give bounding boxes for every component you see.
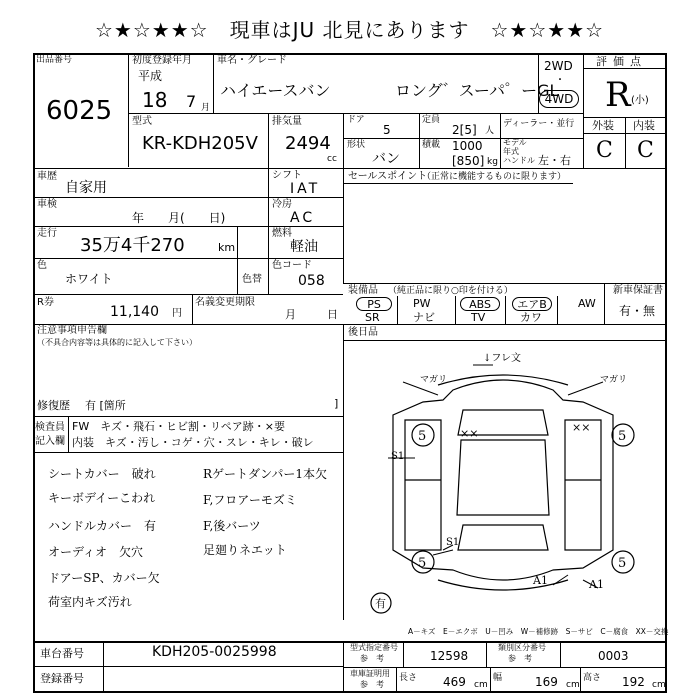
color-value: ホワイト	[65, 272, 113, 286]
color-code: 058	[298, 273, 325, 289]
score-ext: C	[596, 138, 613, 163]
class-value: 0003	[598, 649, 629, 663]
registration-month-unit: 月	[201, 103, 211, 113]
frame-value: KDH205-0025998	[152, 644, 277, 660]
car-name: ハイエースバン	[220, 81, 331, 100]
type-label: 型式指定番号	[350, 643, 398, 652]
usage-value: 自家用	[65, 180, 107, 196]
class-label: 類別区分番号	[498, 643, 546, 652]
displacement-label: 排気量	[272, 116, 302, 127]
sales-point-label: セールスポイント	[348, 171, 428, 182]
sales-point-note: （正常に機能するものに限ります）	[422, 172, 567, 182]
header-banner: ☆★☆★★☆ 現車はJU 北見にあります ☆★☆★★☆	[95, 18, 605, 42]
equipment-note: （純正品に限り○印を付ける）	[388, 286, 513, 296]
ac-label: 冷房	[272, 199, 292, 210]
registration-era: 平成	[138, 69, 163, 83]
body-type-value: バン	[372, 151, 400, 167]
note-left-5: 荷室内キズ汚れ	[48, 595, 132, 609]
equip-tv: TV	[471, 311, 486, 324]
note-right-1: F,フロアーモズミ	[203, 493, 297, 507]
check-row-2: 内装 キズ・汚し・コゲ・穴・スレ・キレ・破レ	[72, 436, 314, 449]
equip-airbag: エアB	[512, 297, 552, 311]
note-left-3: オーディオ 欠穴	[48, 545, 144, 559]
color-change-label: 色替	[242, 274, 262, 285]
type-value: 12598	[430, 649, 469, 663]
load-label: 積載	[422, 140, 441, 150]
recycle-unit: 円	[172, 308, 182, 319]
equip-navi: ナビ	[413, 311, 435, 324]
note-left-4: ドアーSP、カバー欠	[48, 571, 160, 585]
inspection-value: 年 月( 日)	[132, 211, 226, 225]
wheel-label-fl: 5	[418, 429, 427, 444]
wheel-label-rr: 5	[618, 556, 627, 571]
note-right-3: 足廻りネエット	[203, 543, 287, 557]
score-label: 評価点	[596, 55, 647, 68]
score-sub: (小)	[631, 95, 649, 106]
mileage-label: 走行	[37, 228, 57, 239]
wid-unit: cm	[566, 680, 580, 690]
repair-bracket-end: ]	[334, 397, 339, 410]
diagram-top-note: ↓フレ文	[483, 353, 521, 364]
score-ext-label: 外装	[592, 119, 614, 132]
diagram-xx-right: ××	[572, 421, 591, 434]
note-right-0: Rゲートダンパー1本欠	[203, 467, 327, 481]
equip-pw: PW	[413, 297, 431, 310]
capacity-unit: 人	[485, 126, 495, 136]
fuel-label: 燃料	[272, 228, 292, 239]
frame-label: 車台番号	[40, 647, 84, 660]
check-row-1: FW キズ・飛石・ヒビ割・リペア跡・×要	[72, 420, 285, 433]
car-grade: ロング゛スーパ゜ーGL	[395, 81, 559, 100]
diagram-s1-left: S1	[391, 451, 405, 462]
drive-dot: ・	[555, 75, 565, 86]
note-left-0: シートカバー 破れ	[48, 467, 156, 481]
inspection-label: 車検	[37, 199, 57, 210]
check-label-1: 検査員	[35, 422, 65, 433]
type-sub: 参 考	[360, 654, 384, 663]
lot-number: 6025	[46, 96, 113, 126]
len-unit: cm	[474, 680, 488, 690]
drive-4wd: 4WD	[539, 90, 579, 108]
reg-no-label: 登録番号	[40, 672, 84, 685]
drive-2wd: 2WD	[544, 59, 573, 73]
displacement-value: 2494	[285, 133, 331, 154]
usage-label: 車歴	[37, 171, 57, 182]
diagram-a1-right: A1	[589, 578, 604, 591]
displacement-unit: cc	[327, 154, 337, 164]
cert-sub: 参 考	[360, 680, 384, 689]
mileage-unit: km	[218, 241, 236, 254]
diagram-s1-center: S1	[446, 537, 460, 548]
score-int: C	[637, 138, 654, 163]
registration-year: 18	[142, 88, 168, 112]
model-value: KR-KDH205V	[142, 133, 258, 154]
doors-label: ドア	[347, 115, 365, 125]
attention-note: （不具合内容等は具体的に記入して下さい）	[37, 338, 197, 347]
attention-label: 注意事項申告欄	[37, 325, 107, 336]
diagram-xx-left: ××	[460, 427, 479, 440]
wid-value: 169	[535, 675, 558, 689]
load-unit: kg	[487, 157, 498, 167]
len-label: 長さ	[399, 673, 418, 683]
shift-label: シフト	[272, 170, 302, 181]
wid-label: 幅	[493, 673, 503, 683]
equip-ps: PS	[356, 297, 392, 311]
after-market-label: 後日品	[348, 327, 378, 338]
repair-label: 修復歴	[37, 399, 70, 412]
hgt-label: 高さ	[583, 673, 602, 683]
len-value: 469	[443, 675, 466, 689]
class-sub: 参 考	[508, 654, 532, 663]
capacity-value: 2[5]	[452, 123, 477, 137]
lot-label: 出品番号	[36, 55, 73, 65]
ac-value: AC	[290, 210, 316, 226]
dealer-label: ディーラー・並行	[503, 119, 575, 129]
note-right-2: F,後バーツ	[203, 519, 261, 533]
load-value2: [850]	[452, 154, 485, 168]
equip-aw: AW	[578, 297, 596, 310]
diagram-spare-mark: 有	[375, 597, 386, 610]
registration-label: 初度登録年月	[132, 55, 192, 66]
score-value: R	[605, 75, 631, 115]
doors-value: 5	[383, 123, 391, 137]
cert-label: 車庫証明用	[350, 669, 390, 678]
color-label: 色	[37, 260, 47, 271]
warranty-value: 有・無	[619, 304, 656, 318]
diagram-tl-note: マガリ	[420, 375, 448, 385]
registration-month: 7	[186, 92, 197, 111]
check-label-2: 記入欄	[35, 436, 65, 447]
color-code-label: 色コード	[272, 260, 312, 271]
shift-value: IAT	[290, 181, 321, 197]
recycle-value: 11,140	[110, 304, 159, 320]
mileage-value: 35万4千270	[80, 235, 185, 256]
note-left-1: キーボデイーこわれ	[48, 491, 156, 505]
hgt-value: 192	[622, 675, 645, 689]
auto-tax-day: 日	[327, 308, 338, 321]
capacity-label: 定員	[422, 115, 441, 125]
body-type-label: 形状	[347, 140, 366, 150]
fuel-value: 軽油	[290, 239, 318, 255]
equip-abs: ABS	[460, 297, 500, 311]
equip-leather: カワ	[520, 311, 542, 324]
handle-value: 左・右	[538, 154, 571, 167]
handle-label: ハンドル	[503, 156, 535, 165]
note-left-2: ハンドルカバー 有	[48, 519, 157, 533]
hgt-unit: cm	[652, 680, 666, 690]
wheel-label-rl: 5	[418, 556, 427, 571]
warranty-label: 新車保証書	[613, 285, 663, 296]
dealer-model-year: モデル 年式	[503, 138, 527, 156]
recycle-label: R券	[37, 297, 54, 308]
equip-sr: SR	[365, 311, 380, 324]
repair-value: 有 [箇所	[85, 399, 126, 412]
auto-tax-month: 月	[285, 308, 296, 321]
car-name-label: 車名・グレード	[217, 55, 287, 66]
auto-tax-label: 名義変更期限	[195, 297, 255, 308]
equipment-label: 装備品	[348, 285, 378, 296]
diagram-a1-center: A1	[533, 574, 548, 587]
score-int-label: 内装	[633, 119, 655, 132]
wheel-label-fr: 5	[618, 429, 627, 444]
diagram-legend: A－キズ E－エクボ U－凹み W－補修跡 S－サビ C－腐食 XX－交換	[408, 627, 669, 636]
model-label: 型式	[132, 116, 152, 127]
load-value: 1000	[452, 139, 483, 153]
diagram-tr-note: マガリ	[600, 375, 628, 385]
